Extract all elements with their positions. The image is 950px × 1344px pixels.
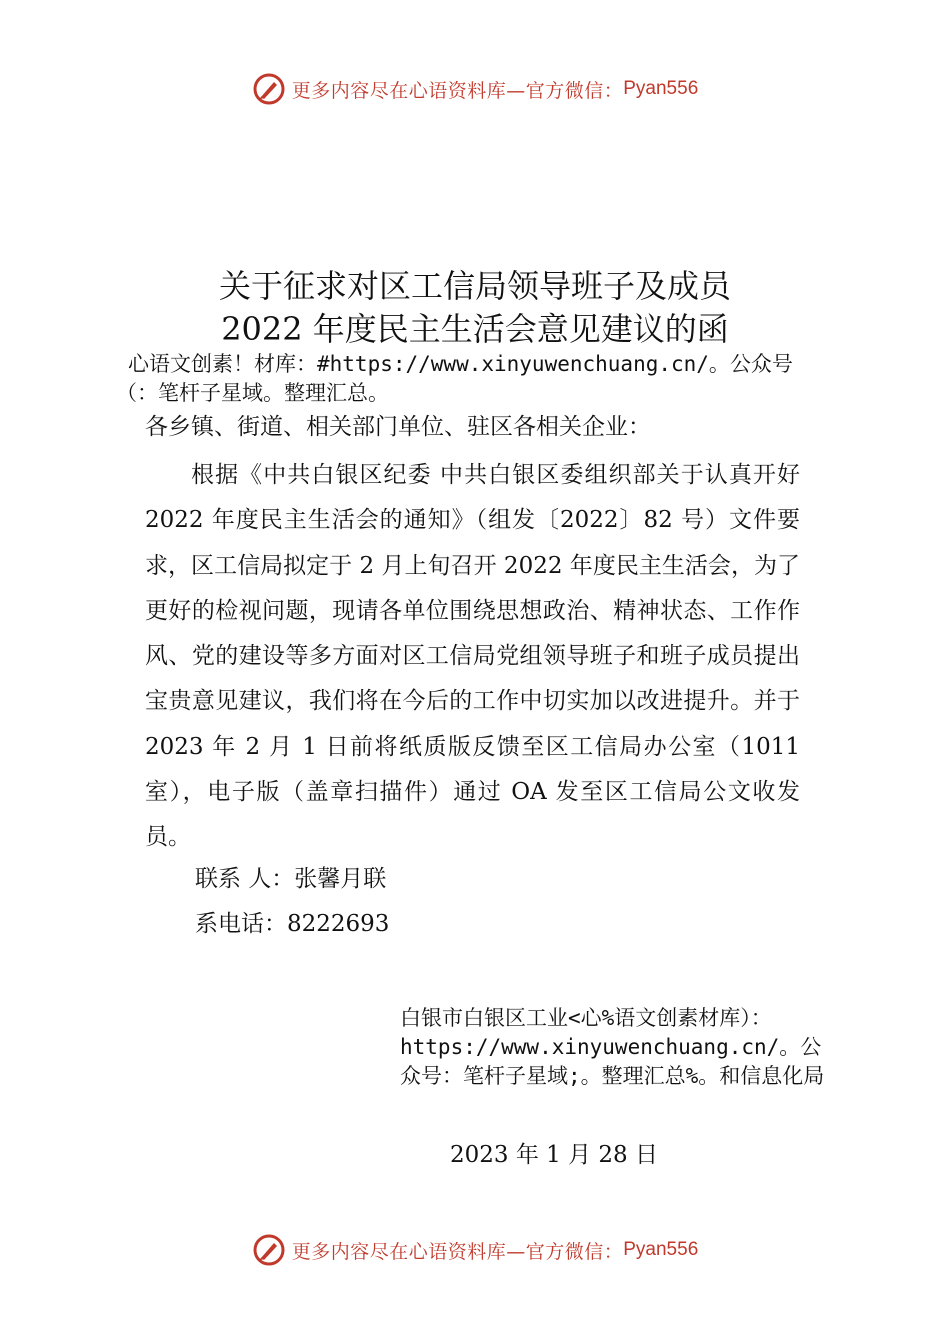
- doc-title-line2: 2022 年度民主生活会意见建议的函: [221, 310, 729, 348]
- header-banner: [0, 72, 950, 106]
- banner-wechat-id: Pyan556: [623, 78, 699, 99]
- contact-person: 联系 人：张馨月联: [195, 866, 387, 892]
- contact-phone: 系电话：8222693: [195, 911, 390, 937]
- signature-block: 白银市白银区工业<心%语文创素材库）：https://www.xinyuwenchuang.cn/。公众号：笔杆子星域;。整理汇总%。和信息化局: [400, 1006, 825, 1088]
- watermark-line1: 心语文创素！材库：#https://www.xinyuwenchuang.cn/。公众号: [128, 352, 793, 376]
- footer-banner: [0, 1233, 950, 1267]
- document-date: 2023 年 1 月 28 日: [450, 1142, 658, 1168]
- banner-text: 更多内容尽在心语资料库—官方微信：: [291, 1240, 624, 1263]
- doc-title-line1: 关于征求对区工信局领导班子及成员: [218, 267, 731, 305]
- pen-circle-logo-icon: [252, 1233, 286, 1267]
- banner-wechat-id: Pyan556: [623, 1239, 699, 1260]
- pen-circle-logo-icon: [252, 72, 286, 106]
- watermark-line2: （：笔杆子星域。整理汇总。: [116, 381, 389, 405]
- salutation: 各乡镇、街道、相关部门单位、驻区各相关企业：: [145, 414, 651, 440]
- banner-text: 更多内容尽在心语资料库—官方微信：: [291, 79, 624, 102]
- body-paragraph: 根据《中共白银区纪委 中共白银区委组织部关于认真开好 2022 年度民主生活会的通知》（组发〔2022〕82 号）文件要求，区工信局拟定于 2 月上旬召开 2022 年度民主生活会，为了更好的检视问题，现请各单位围绕思想政治、精神状态、工作作风、党的建设等多方面对区工信局党组领导班子和班子成员提出宝贵意见建议，我们将在今后的工作中切实加以改进提升。并于 2023 年 2 月 1 日前将纸质版反馈至区工信局办公室（1011 室），电子版（盖章扫描件）通过 OA 发至区工信局公文收发员。: [145, 462, 800, 851]
